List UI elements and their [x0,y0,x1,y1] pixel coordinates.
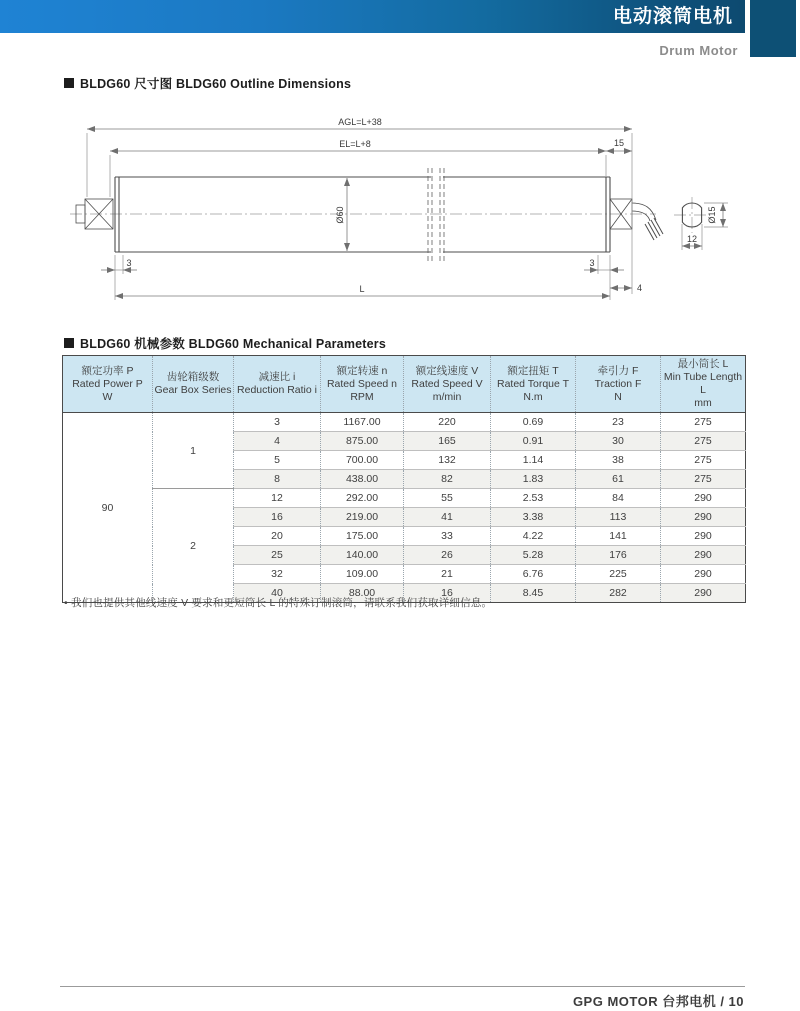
param-cell: 6.76 [491,565,576,584]
param-cell: 282 [576,584,661,603]
param-cell: 290 [661,489,746,508]
dim-label-4: 4 [637,283,643,293]
section-marker-icon [64,338,74,348]
column-header: 额定功率 P Rated Power P W [63,356,153,413]
column-header: 减速比 i Reduction Ratio i [234,356,321,413]
param-cell: 438.00 [321,470,404,489]
gear-series-cell: 2 [153,489,234,603]
param-cell: 292.00 [321,489,404,508]
dim-label-length: L [359,284,365,294]
param-cell: 33 [404,527,491,546]
page-subtitle: Drum Motor [659,43,738,58]
param-cell: 176 [576,546,661,565]
param-cell: 40 [234,584,321,603]
param-cell: 5 [234,451,321,470]
column-header: 额定转速 n Rated Speed n RPM [321,356,404,413]
param-cell: 140.00 [321,546,404,565]
param-cell: 109.00 [321,565,404,584]
dim-label-15: 15 [613,138,625,148]
custom-order-note: • 我们也提供其他线速度 V 要求和更短筒长 L 的特殊订制滚筒，请联系我们获取详细信息。 [64,597,493,609]
shaft-cross-section [674,197,710,233]
param-cell: 290 [661,565,746,584]
param-cell: 3.38 [491,508,576,527]
dim-label-agl: AGL=L+38 [338,117,382,127]
param-cell: 0.91 [491,432,576,451]
footer-text: GPG MOTOR 台邦电机 / 10 [572,994,744,1009]
section-title-outline [64,74,351,92]
param-cell: 175.00 [321,527,404,546]
param-cell: 700.00 [321,451,404,470]
dim-label-3-left: 3 [126,258,132,268]
column-header: 额定线速度 V Rated Speed V m/min [404,356,491,413]
param-cell: 290 [661,527,746,546]
param-cell: 25 [234,546,321,565]
dim-label-12: 12 [686,234,698,244]
param-cell: 132 [404,451,491,470]
column-header: 齿轮箱级数 Gear Box Series [153,356,234,413]
column-header: 最小筒长 L Min Tube Length L mm [661,356,746,413]
param-cell: 21 [404,565,491,584]
column-header: 牵引力 F Traction F N [576,356,661,413]
corner-accent-block [750,0,796,57]
param-cell: 16 [234,508,321,527]
param-cell: 0.69 [491,413,576,432]
param-cell: 219.00 [321,508,404,527]
param-cell: 5.28 [491,546,576,565]
param-cell: 1.83 [491,470,576,489]
parameters-table-wrap [62,355,746,603]
power-cable [632,203,663,240]
table-row [63,489,746,508]
param-cell: 113 [576,508,661,527]
section-title-text: BLDG60 尺寸图 BLDG60 Outline Dimensions [80,77,352,91]
param-cell: 290 [661,508,746,527]
page-title: 电动滚筒电机 [612,6,733,27]
param-cell: 275 [661,413,746,432]
param-cell: 290 [661,546,746,565]
param-cell: 61 [576,470,661,489]
param-cell: 38 [576,451,661,470]
param-cell: 12 [234,489,321,508]
param-cell: 275 [661,432,746,451]
dimensions [87,117,728,300]
param-cell: 88.00 [321,584,404,603]
param-cell: 23 [576,413,661,432]
param-cell: 32 [234,565,321,584]
break-lines [428,168,444,261]
param-cell: 165 [404,432,491,451]
param-cell: 1.14 [491,451,576,470]
param-cell: 275 [661,451,746,470]
param-cell: 8 [234,470,321,489]
param-cell: 41 [404,508,491,527]
param-cell: 3 [234,413,321,432]
param-cell: 4.22 [491,527,576,546]
param-cell: 141 [576,527,661,546]
param-cell: 20 [234,527,321,546]
param-cell: 1167.00 [321,413,404,432]
section-title-text: BLDG60 机械参数 BLDG60 Mechanical Parameters [80,337,387,351]
param-cell: 875.00 [321,432,404,451]
param-cell: 225 [576,565,661,584]
param-cell: 26 [404,546,491,565]
table-body [63,413,746,603]
dim-label-el: EL=L+8 [339,139,371,149]
param-cell: 8.45 [491,584,576,603]
param-cell: 2.53 [491,489,576,508]
column-header: 额定扭矩 T Rated Torque T N.m [491,356,576,413]
drum-body [115,177,610,252]
table-header [63,356,746,413]
footer-divider [60,986,745,987]
param-cell: 290 [661,584,746,603]
gear-series-cell: 1 [153,413,234,489]
param-cell: 220 [404,413,491,432]
table-row [63,413,746,432]
header-banner [0,0,745,33]
dim-label-dia60: Ø60 [335,206,345,224]
dim-label-3-right: 3 [589,258,595,268]
param-cell: 84 [576,489,661,508]
section-marker-icon [64,78,74,88]
param-cell: 82 [404,470,491,489]
rated-power-cell: 90 [63,413,153,603]
section-title-parameters [64,334,386,352]
param-cell: 16 [404,584,491,603]
param-cell: 55 [404,489,491,508]
param-cell: 275 [661,470,746,489]
param-cell: 4 [234,432,321,451]
param-cell: 30 [576,432,661,451]
dim-label-dia15: Ø15 [707,206,717,224]
outline-drawing [60,98,800,313]
parameters-table [62,355,746,603]
